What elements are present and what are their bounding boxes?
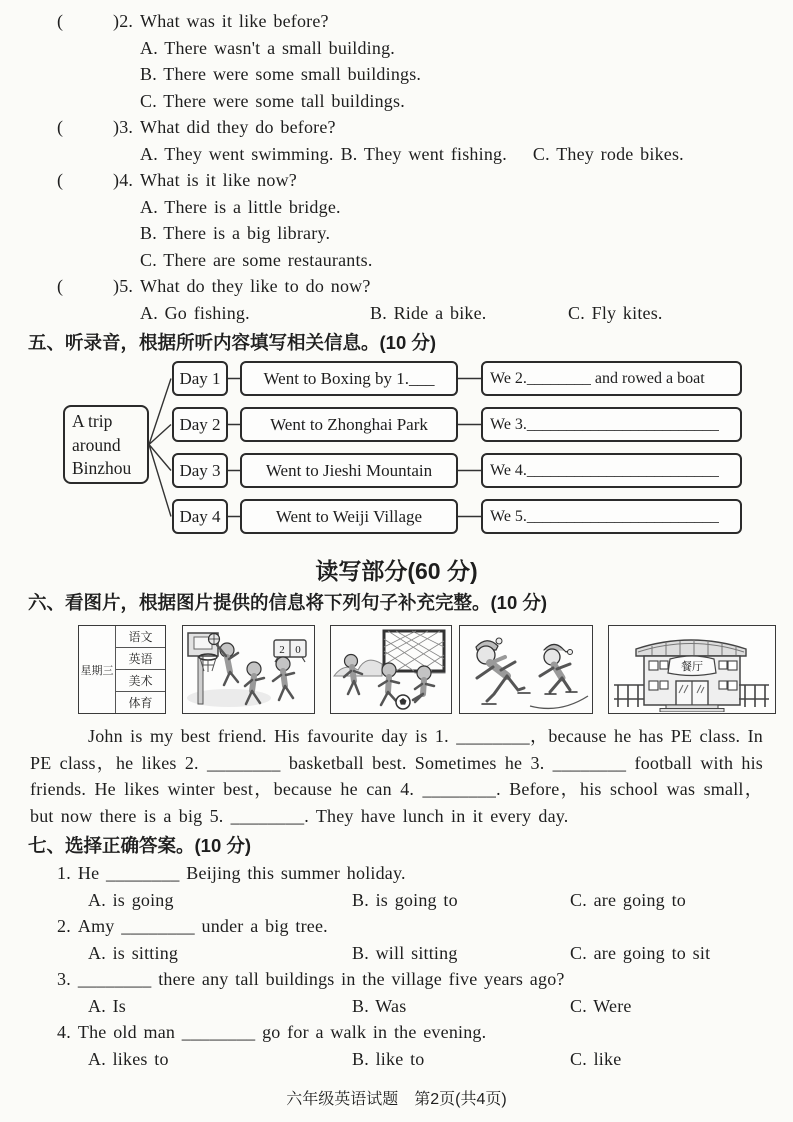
door-icon [676, 681, 708, 705]
skater-right-icon [540, 644, 577, 694]
listening-question [0, 8, 793, 114]
skating-scene-icon [460, 626, 591, 712]
question-stem-line [0, 273, 793, 300]
question-number: )3. [113, 117, 134, 137]
question-stem-line [0, 167, 793, 194]
options [0, 993, 793, 1020]
skating-picture [459, 625, 593, 714]
option-b[interactable]: B. There were some small buildings. [140, 64, 422, 84]
question-text: He ________ Beijing this summer holiday. [77, 863, 406, 883]
basketball-picture [182, 625, 315, 714]
option-c[interactable]: C. They rode bikes. [532, 143, 684, 164]
diagram-day-box: Day 3 [172, 453, 228, 488]
football-picture [330, 625, 452, 714]
question-number: 1. [57, 863, 71, 883]
diagram-result-box: We 2.________ and rowed a boat [481, 361, 742, 396]
cloze-passage: John is my best friend. His favourite day is 1. ________，because he has PE class. In PE class，he likes 2. ________ basketball best. Sometimes he 3. ________ football with his friends. He likes winter best，because he can 4. ________. Before，his school was small，but now there is a big 5. ________. They have lunch in it every day. [30, 726, 763, 826]
skater-left-icon [476, 638, 530, 704]
option-a[interactable]: A. They went swimming. [140, 143, 334, 164]
question-number: 4. [57, 1022, 71, 1042]
trip-diagram [0, 358, 793, 544]
options [0, 35, 793, 115]
option-c[interactable]: C. There are some restaurants. [140, 249, 373, 270]
option-b[interactable]: B. will sitting [352, 942, 458, 963]
question-text: What did they do before? [140, 117, 336, 137]
listening-question [0, 273, 793, 326]
basketball-scene-icon [183, 626, 313, 712]
option-c[interactable]: C. like [570, 1048, 622, 1069]
timetable-subject: 美术 [116, 669, 165, 691]
timetable-picture [78, 625, 166, 714]
question-number: 2. [57, 916, 71, 936]
svg-text:餐厅: 餐厅 [681, 661, 703, 673]
option-c[interactable]: C. are going to [570, 889, 686, 910]
options [0, 1046, 793, 1073]
restaurant-picture [608, 625, 776, 714]
option-a[interactable]: A. Is [88, 995, 126, 1016]
question-text: ________ there any tall buildings in the village five years ago? [77, 969, 565, 989]
football-scene-icon [331, 626, 450, 712]
restaurant-building-icon [609, 626, 774, 712]
option-b[interactable]: B. They went fishing. [340, 143, 507, 164]
option-c[interactable]: C. Fly kites. [568, 302, 663, 323]
options [0, 194, 793, 274]
question-stem-line [0, 8, 793, 35]
restaurant-sign [668, 656, 716, 676]
answer-bracket[interactable]: ( [57, 117, 64, 137]
option-b[interactable]: B. There is a big library. [140, 223, 331, 243]
section6-title: 六、看图片，根据图片提供的信息将下列句子补充完整。(10 分) [28, 592, 548, 613]
question-stem-line [0, 114, 793, 141]
diagram-result-box: We 5.________________________ [481, 499, 742, 534]
diagram-result-box: We 4.________________________ [481, 453, 742, 488]
timetable-subject: 语文 [128, 630, 153, 644]
options [0, 300, 793, 327]
answer-bracket[interactable]: ( [57, 276, 64, 296]
option-a[interactable]: A. is sitting [88, 942, 179, 963]
timetable-day: 星期三 [79, 626, 116, 713]
diagram-day-box: Day 2 [172, 407, 228, 442]
question-stem-line [0, 913, 793, 940]
question-text: Amy ________ under a big tree. [77, 916, 328, 936]
basketball-ball-icon [209, 634, 220, 645]
question-number: )5. [113, 276, 134, 296]
question-text: What was it like before? [140, 11, 329, 31]
option-a[interactable]: A. is going [88, 889, 174, 910]
question-text: What is it like now? [140, 170, 297, 190]
options [0, 141, 793, 168]
diagram-day-box: Day 4 [172, 499, 228, 534]
listening-question [0, 114, 793, 167]
diagram-place-box: Went to Boxing by 1.___ [240, 361, 458, 396]
diagram-place-box: Went to Weiji Village [240, 499, 458, 534]
options [0, 887, 793, 914]
options [0, 940, 793, 967]
diagram-place-box: Went to Jieshi Mountain [240, 453, 458, 488]
option-a[interactable]: A. likes to [88, 1048, 169, 1069]
option-b[interactable]: B. is going to [352, 889, 458, 910]
timetable-subjects [116, 626, 165, 713]
question-number: )2. [113, 11, 134, 31]
svg-text:0: 0 [295, 644, 301, 656]
roof-icon [636, 640, 746, 656]
option-a[interactable]: A. Go fishing. [140, 302, 250, 323]
option-b[interactable]: B. Ride a bike. [370, 302, 487, 323]
choice-questions [0, 860, 793, 1072]
option-c[interactable]: C. There were some tall buildings. [140, 90, 405, 111]
timetable-subject: 英语 [116, 647, 165, 669]
option-a[interactable]: A. There wasn't a small building. [140, 37, 395, 58]
section5-title: 五、听录音，根据所听内容填写相关信息。(10 分) [28, 332, 437, 353]
answer-bracket[interactable]: ( [57, 170, 64, 190]
question-number: )4. [113, 170, 134, 190]
steps-icon [660, 705, 724, 712]
option-a[interactable]: A. There is a little bridge. [140, 196, 341, 217]
option-b[interactable]: B. like to [352, 1048, 425, 1069]
part-header: 读写部分(60 分) [315, 558, 478, 584]
option-b[interactable]: B. Was [352, 995, 407, 1016]
timetable-subject: 体育 [116, 691, 165, 713]
svg-text:2: 2 [279, 644, 285, 656]
page-footer: 六年级英语试题 第2页(共4页) [286, 1091, 507, 1108]
question-number: 3. [57, 969, 71, 989]
listening-question [0, 167, 793, 273]
question-stem-line [0, 1019, 793, 1046]
option-c[interactable]: C. are going to sit [570, 942, 711, 963]
question-stem-line [0, 966, 793, 993]
question-text: The old man ________ go for a walk in the evening. [77, 1022, 487, 1042]
slope-line [530, 696, 588, 708]
football-ball-icon [396, 695, 410, 709]
option-c[interactable]: C. Were [570, 995, 632, 1016]
diagram-place-box: Went to Zhonghai Park [240, 407, 458, 442]
question-stem-line [0, 860, 793, 887]
listening-choice-questions [0, 8, 793, 326]
picture-row [78, 625, 793, 714]
section7-title: 七、选择正确答案。(10 分) [28, 835, 252, 856]
diagram-day-box: Day 1 [172, 361, 228, 396]
diagram-root-box: A trip around Binzhou [63, 405, 149, 484]
question-text: What do they like to do now? [140, 276, 371, 296]
answer-bracket[interactable]: ( [57, 11, 64, 31]
diagram-result-box: We 3.________________________ [481, 407, 742, 442]
